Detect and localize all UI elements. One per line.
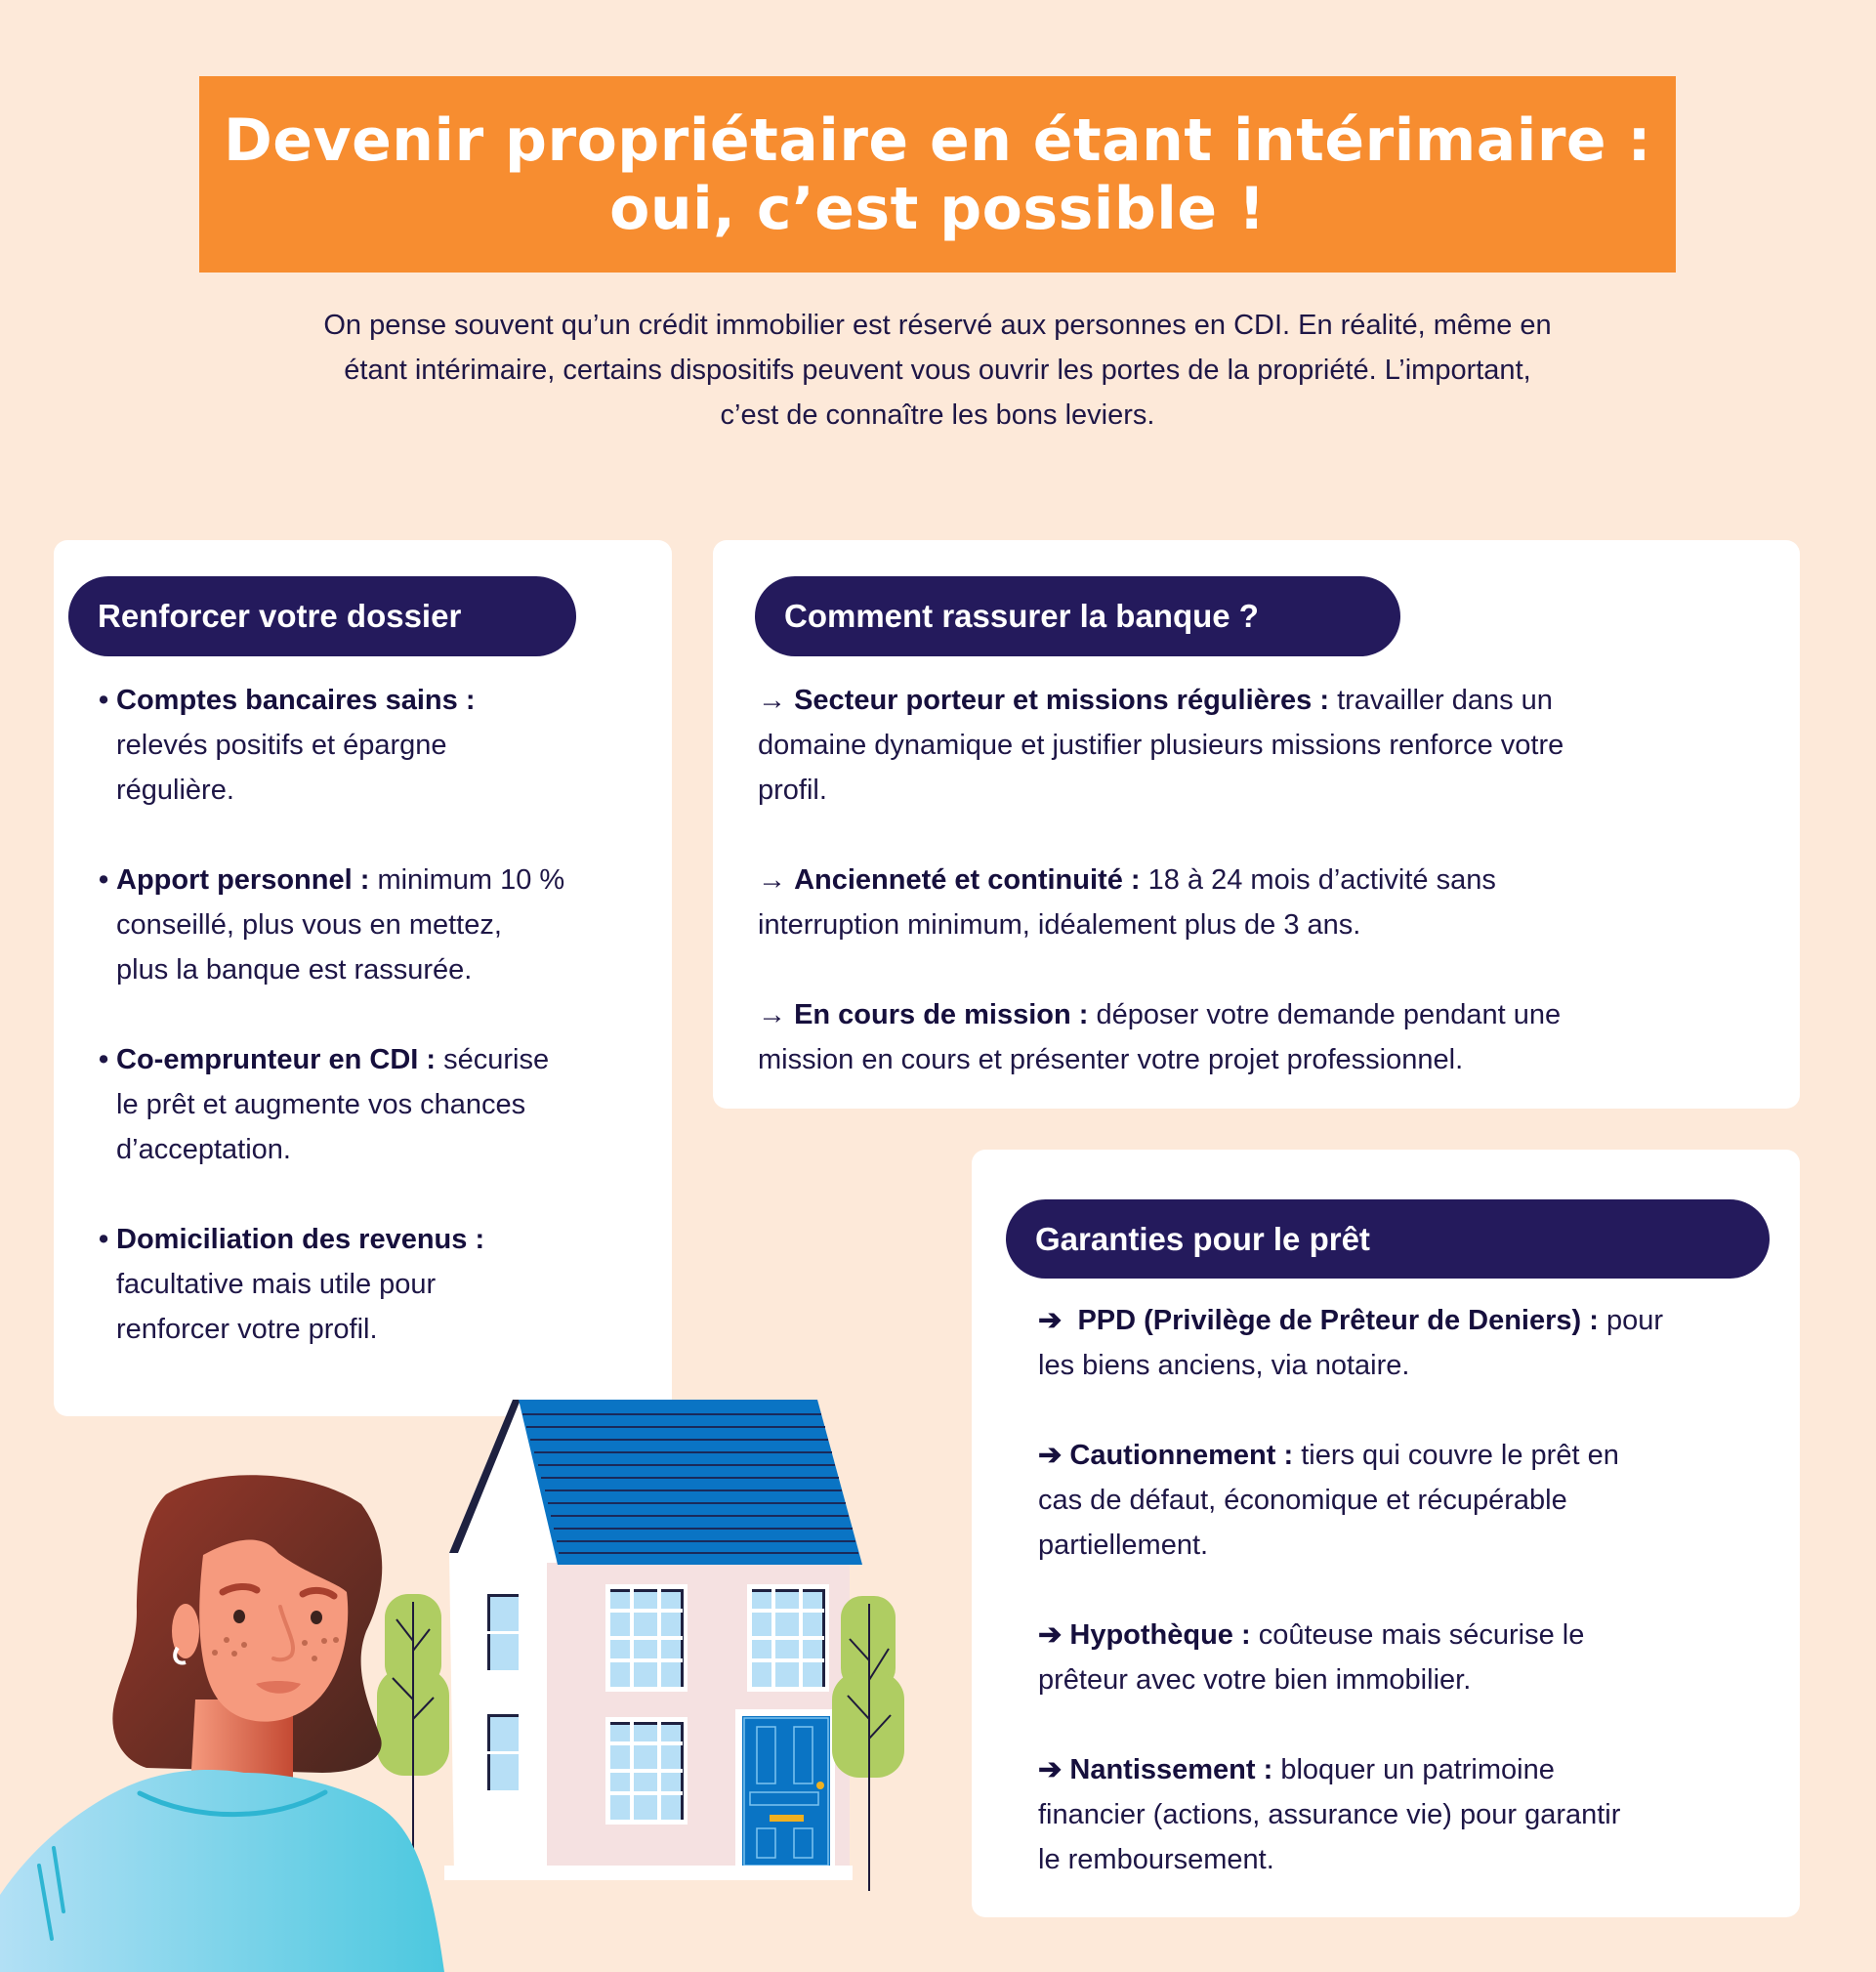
page-title-line-1: Devenir propriétaire en étant intérimaire : xyxy=(223,105,1652,175)
item-label: Comptes bancaires sains : xyxy=(116,685,476,716)
list-item: → Secteur porteur et missions régulières : travailler dans un domaine dynamique et justifier plusieurs missions renforce votre profil. xyxy=(758,685,1564,806)
card-rassurer-banque xyxy=(713,540,1800,1109)
card-garanties-pret xyxy=(972,1150,1800,1917)
bullet-icon: • xyxy=(99,1224,109,1255)
intro-line-1: On pense souvent qu’un crédit immobilier est réservé aux personnes en CDI. En réalité, même en xyxy=(323,310,1552,341)
item-label: Hypothèque : xyxy=(1069,1619,1251,1651)
arrow-icon: ➔ xyxy=(1038,1440,1063,1471)
arrow-icon: ➔ xyxy=(1038,1305,1063,1336)
item-label: Domiciliation des revenus : xyxy=(116,1224,485,1255)
item-label: Co-emprunteur en CDI : xyxy=(116,1044,437,1075)
list-item: • Domiciliation des revenus : facultative mais utile pour renforcer votre profil. xyxy=(99,1217,665,1352)
intro-paragraph xyxy=(195,303,1680,438)
dossier-list xyxy=(99,678,665,1352)
list-item: • Co-emprunteur en CDI : sécurise le prêt et augmente vos chances d’acceptation. xyxy=(99,1037,665,1172)
list-item: • Apport personnel : minimum 10 % conseillé, plus vous en mettez, plus la banque est rassurée. xyxy=(99,858,665,992)
title-banner xyxy=(199,76,1676,273)
list-item: • Comptes bancaires sains : relevés positifs et épargne régulière. xyxy=(99,678,665,813)
arrow-icon: ➔ xyxy=(1038,1754,1063,1785)
section-title-pill xyxy=(1006,1199,1770,1279)
item-label: Secteur porteur et missions régulières : xyxy=(794,685,1330,716)
list-item: ➔ PPD (Privilège de Prêteur de Deniers) : pour les biens anciens, via notaire. xyxy=(1038,1305,1664,1381)
item-label: Cautionnement : xyxy=(1069,1440,1294,1471)
item-label: PPD (Privilège de Prêteur de Deniers) : xyxy=(1077,1305,1599,1336)
bullet-icon: • xyxy=(99,685,109,716)
banque-list xyxy=(758,678,1773,1082)
list-item: ➔ Hypothèque : coûteuse mais sécurise le prêteur avec votre bien immobilier. xyxy=(1038,1619,1585,1696)
arrow-icon: → xyxy=(758,685,786,716)
intro-line-2: étant intérimaire, certains dispositifs peuvent vous ouvrir les portes de la propriété. L’important, xyxy=(344,355,1531,386)
item-label: En cours de mission : xyxy=(794,999,1089,1030)
arrow-icon: → xyxy=(758,999,786,1030)
item-label: Nantissement : xyxy=(1069,1754,1273,1785)
item-label: Apport personnel : xyxy=(116,864,370,896)
section-title-pill xyxy=(755,576,1400,656)
arrow-icon: ➔ xyxy=(1038,1619,1063,1651)
item-label: Ancienneté et continuité : xyxy=(794,864,1141,896)
house-illustration xyxy=(444,1397,874,1885)
card-renforcer-dossier xyxy=(54,540,672,1416)
section-title-pill xyxy=(68,576,576,656)
list-item: ➔ Nantissement : bloquer un patrimoine financier (actions, assurance vie) pour garantir le remboursement. xyxy=(1038,1754,1621,1875)
woman-illustration xyxy=(0,1446,469,1972)
page-title-line-2: oui, c’est possible ! xyxy=(609,174,1266,243)
bullet-icon: • xyxy=(99,1044,109,1075)
list-item: → En cours de mission : déposer votre demande pendant une mission en cours et présenter votre projet professionnel. xyxy=(758,999,1562,1075)
section-title: Renforcer votre dossier xyxy=(98,598,462,634)
arrow-icon: → xyxy=(758,864,786,896)
bullet-icon: • xyxy=(99,864,109,896)
list-item: ➔ Cautionnement : tiers qui couvre le prêt en cas de défaut, économique et récupérable partiellement. xyxy=(1038,1440,1619,1561)
garanties-list xyxy=(1038,1298,1780,1882)
list-item: → Ancienneté et continuité : 18 à 24 mois d’activité sans interruption minimum, idéalement plus de 3 ans. xyxy=(758,864,1496,941)
tree-illustration xyxy=(832,1592,910,1895)
section-title: Comment rassurer la banque ? xyxy=(784,598,1259,634)
intro-line-3: c’est de connaître les bons leviers. xyxy=(720,399,1155,431)
section-title: Garanties pour le prêt xyxy=(1035,1220,1370,1257)
